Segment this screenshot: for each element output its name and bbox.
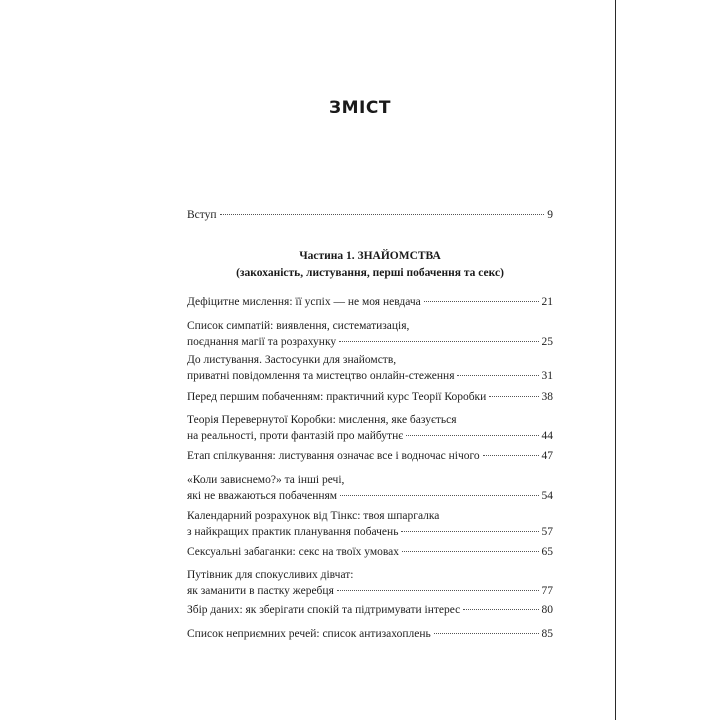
page-title: ЗМІСТ: [329, 98, 391, 118]
leader-dots: [406, 435, 538, 436]
leader-dots: [457, 375, 538, 376]
leader-dots: [434, 633, 539, 634]
toc-entry: [187, 472, 553, 504]
toc-entry-page: 44: [541, 430, 553, 442]
toc-entry-text: Список неприємних речей: список антизахоплень: [187, 628, 431, 640]
toc-entry-text-cont: поєднання магії та розрахунку: [187, 336, 337, 348]
toc-entry-page: 21: [541, 296, 553, 308]
leader-dots: [402, 551, 538, 552]
toc-entry-text-cont: приватні повідомлення та мистецтво онлайн-стеження: [187, 370, 455, 382]
toc-entry: [187, 508, 553, 540]
toc-entry-page: 47: [541, 450, 553, 462]
toc-entry-page: 54: [541, 490, 553, 502]
leader-dots: [424, 301, 539, 302]
toc-entry-page: 38: [541, 391, 553, 403]
toc-entry-text: Вступ: [187, 209, 217, 221]
toc-entry: [187, 448, 553, 464]
toc-entry-intro: [187, 207, 553, 223]
toc-entry: [187, 352, 553, 384]
toc-entry: [187, 544, 553, 560]
toc-entry-text: Дефіцитне мислення: її успіх — не моя невдача: [187, 296, 421, 308]
toc-entry-text: Список симпатій: виявлення, систематизація,: [187, 320, 410, 332]
part-title: Частина 1. ЗНАЙОМСТВА: [299, 250, 441, 262]
toc-entry-text: Сексуальні забаганки: секс на твоїх умовах: [187, 546, 400, 558]
toc-entry-page: 80: [541, 604, 553, 616]
toc-entry-text-cont: на реальності, проти фантазій про майбутнє: [187, 430, 404, 442]
toc-entry: [187, 318, 553, 350]
toc-entry: [187, 294, 553, 310]
leader-dots: [483, 455, 539, 456]
toc-entry-text: Перед першим побаченням: практичний курс Теорії Коробки: [187, 391, 487, 403]
toc-entry-text: До листування. Застосунки для знайомств,: [187, 354, 397, 366]
leader-dots: [337, 590, 539, 591]
part-heading: [187, 248, 553, 282]
leader-dots: [339, 341, 538, 342]
leader-dots: [220, 214, 545, 215]
toc-entry-text: Календарний розрахунок від Тінкс: твоя шпаргалка: [187, 510, 440, 522]
toc-entry-text: «Коли зависнемо?» та інші речі,: [187, 474, 345, 486]
toc-entry-text-cont: як заманити в пастку жеребця: [187, 585, 334, 597]
toc-entry-page: 77: [541, 585, 553, 597]
toc-entry-page: 9: [547, 209, 553, 221]
toc-entry: [187, 567, 553, 599]
toc-entry: [187, 412, 553, 444]
toc-entry: [187, 626, 553, 642]
toc-entry-text: Теорія Перевернутої Коробки: мислення, яке базується: [187, 414, 457, 426]
toc-entry-text-cont: з найкращих практик планування побачень: [187, 526, 399, 538]
toc-entry-page: 25: [541, 336, 553, 348]
toc-entry-text-cont: які не вважаються побаченням: [187, 490, 338, 502]
toc-entry-page: 57: [541, 526, 553, 538]
toc-entry: [187, 389, 553, 405]
toc-entry-page: 31: [541, 370, 553, 382]
toc-entry-text: Збір даних: як зберігати спокій та підтримувати інтерес: [187, 604, 461, 616]
leader-dots: [401, 531, 538, 532]
part-subtitle: (закоханість, листування, перші побачення та секс): [236, 267, 504, 279]
leader-dots: [489, 396, 538, 397]
leader-dots: [463, 609, 538, 610]
toc-entry-page: 65: [541, 546, 553, 558]
toc-entry-page: 85: [541, 628, 553, 640]
leader-dots: [340, 495, 538, 496]
toc-entry-text: Етап спілкування: листування означає все і водночас нічого: [187, 450, 480, 462]
toc-entry-text: Путівник для спокусливих дівчат:: [187, 569, 354, 581]
toc-entry: [187, 602, 553, 618]
